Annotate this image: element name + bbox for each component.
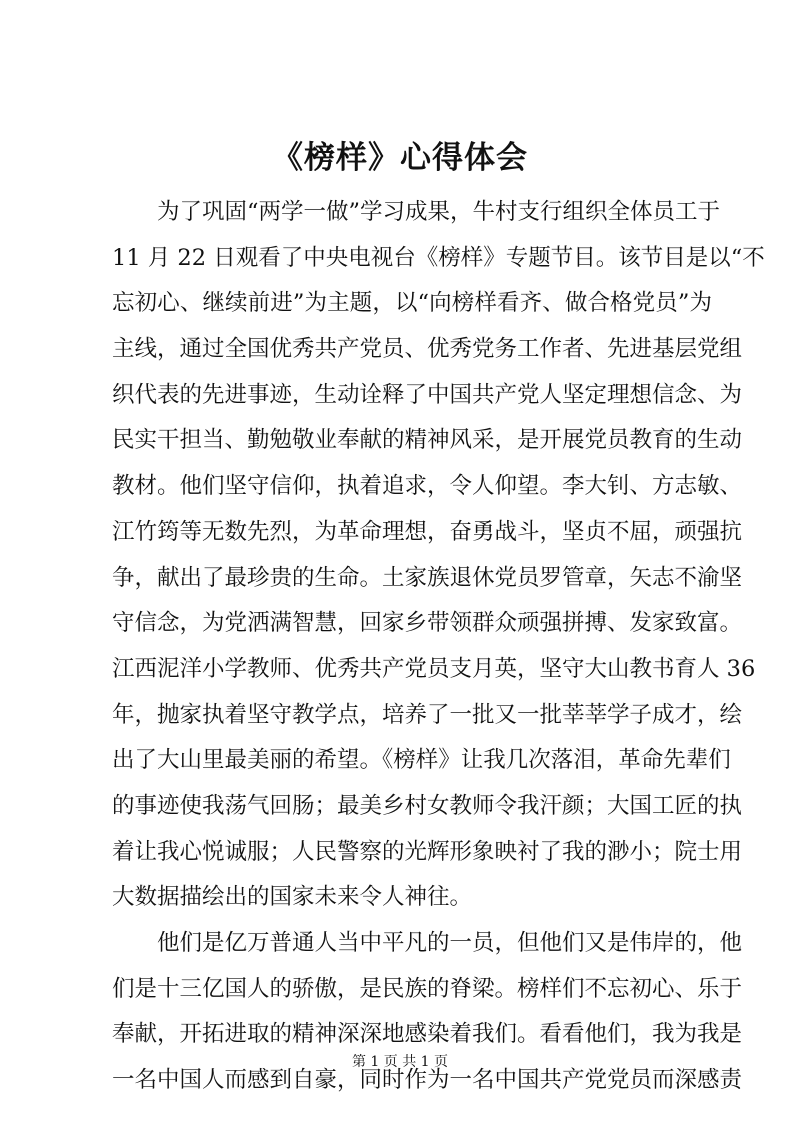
text-line: 一名中国人而感到自豪，同时作为一名中国共产党党员而深感责 — [112, 1067, 743, 1094]
text-line: 们是十三亿国人的骄傲，是民族的脊梁。榜样们不忘初心、乐于 — [112, 975, 743, 1002]
text-line: 民实干担当、勤勉敬业奉献的精神风采，是开展党员教育的生动 — [112, 427, 743, 454]
text-line: 江竹筠等无数先烈，为革命理想，奋勇战斗，坚贞不屈，顽强抗 — [112, 518, 743, 545]
text-line: 大数据描绘出的国家未来令人神往。 — [112, 884, 473, 911]
text-line: 主线，通过全国优秀共产党员、优秀党务工作者、先进基层党组 — [112, 336, 743, 363]
text-line: 年，抛家执着坚守教学点，培养了一批又一批莘莘学子成才，绘 — [112, 701, 743, 728]
document-body — [112, 190, 765, 1104]
page-footer: 第 1 页 共 1 页 — [351, 1054, 449, 1070]
text-line: 教材。他们坚守信仰，执着追求，令人仰望。李大钊、方志敏、 — [112, 473, 743, 500]
text-line: 为了巩固“两学一做”学习成果，牛村支行组织全体员工于 — [157, 199, 721, 225]
paragraph-1 — [112, 190, 765, 921]
paragraph-2 — [112, 921, 743, 1104]
text-line: 争，献出了最珍贵的生命。土家族退休党员罗管章，矢志不渝坚 — [112, 564, 743, 591]
text-line: 着让我心悦诚服；人民警察的光辉形象映衬了我的渺小；院士用 — [112, 838, 743, 865]
document-title: 《榜样》心得体会 — [272, 140, 528, 176]
text-line: 织代表的先进事迹，生动诠释了中国共产党人坚定理想信念、为 — [112, 381, 743, 408]
text-line: 的事迹使我荡气回肠；最美乡村女教师令我汗颜；大国工匠的执 — [112, 792, 743, 819]
text-line: 忘初心、继续前进”为主题，以“向榜样看齐、做合格党员”为 — [112, 290, 712, 317]
text-line: 守信念，为党洒满智慧，回家乡带领群众顽强拼搏、发家致富。 — [112, 610, 743, 637]
text-line: 奉献，开拓进取的精神深深地感染着我们。看看他们，我为我是 — [112, 1021, 743, 1048]
text-line: 他们是亿万普通人当中平凡的一员，但他们又是伟岸的，他 — [157, 930, 743, 956]
text-line: 11 月 22 日观看了中央电视台《榜样》专题节目。该节目是以“不 — [112, 244, 765, 271]
text-line: 江西泥洋小学教师、优秀共产党员支月英，坚守大山教书育人 36 — [112, 655, 756, 682]
text-line: 出了大山里最美丽的希望。《榜样》让我几次落泪，革命先辈们 — [112, 747, 731, 774]
